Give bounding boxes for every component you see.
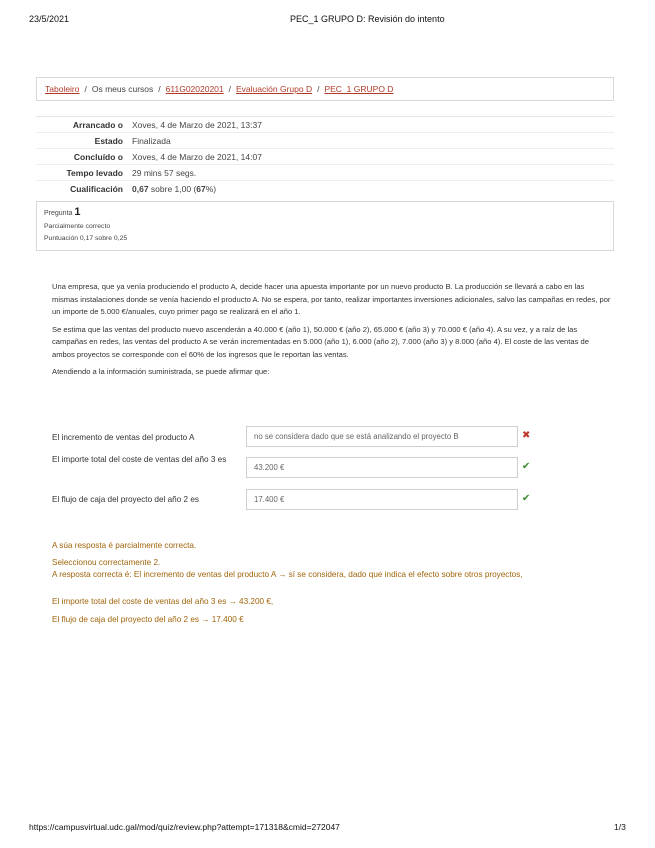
question-number-value: 1 bbox=[74, 206, 81, 218]
summary-row-completed bbox=[36, 148, 614, 164]
breadcrumb-separator: / bbox=[317, 84, 320, 94]
question-paragraph: Se estima que las ventas del producto nuevo ascenderán a 40.000 € (año 1), 50.000 € (año 2), 65.000 € (año 3) y 70.000 € (año 4). A su vez, y a raíz de las campañas en redes, las ventas del producto A se verán incrementadas en 5.000 (año 1), 6.000 (año 2), 7.000 (año 3) y 8.000 (año 4). El coste de las ventas de ambos proyectos se corresponde con el 60% de los ingresos que le reportan las ventas. bbox=[52, 324, 589, 359]
print-footer-page: 1/3 bbox=[614, 822, 626, 832]
question-number bbox=[44, 206, 606, 218]
grade-score: 0,67 bbox=[132, 183, 149, 194]
summary-row-state bbox=[36, 132, 614, 148]
feedback-line-cashflow: El flujo de caja del proyecto del año 2 es → 17.400 € bbox=[52, 615, 244, 624]
summary-row-grade bbox=[36, 180, 614, 196]
question-state: Parcialmente correcto bbox=[44, 223, 111, 230]
grade-percent: 67 bbox=[196, 183, 206, 194]
answer-label-cost-year3: El importe total del coste de ventas del año 3 es bbox=[52, 455, 227, 464]
summary-value: Xoves, 4 de Marzo de 2021, 13:37 bbox=[132, 119, 262, 130]
breadcrumb-separator: / bbox=[158, 84, 161, 94]
answer-label-cashflow-year2: El flujo de caja del proyecto del año 2 es bbox=[52, 495, 200, 504]
breadcrumb-course-link[interactable]: 611G02020201 bbox=[165, 84, 224, 94]
summary-value: 29 mins 57 segs. bbox=[132, 167, 197, 178]
answer-select-cost-year3[interactable]: 43.200 € bbox=[246, 457, 518, 478]
print-title: PEC_1 GRUPO D: Revisión do intento bbox=[290, 14, 445, 24]
breadcrumb-section-link[interactable]: Evaluación Grupo D bbox=[236, 84, 313, 94]
summary-key: Concluído o bbox=[73, 151, 123, 162]
question-text bbox=[52, 281, 612, 384]
question-paragraph: Atendiendo a la información suministrada, se puede afirmar que: bbox=[52, 367, 270, 376]
summary-key: Tempo levado bbox=[66, 167, 123, 178]
breadcrumb-my-courses: Os meus cursos bbox=[91, 84, 154, 94]
feedback-line-cost: El importe total del coste de ventas del año 3 es → 43.200 €, bbox=[52, 597, 274, 606]
question-info-box bbox=[36, 201, 614, 251]
answer-select-cashflow-year2[interactable]: 17.400 € bbox=[246, 489, 518, 510]
correct-icon: ✔ bbox=[522, 461, 531, 472]
summary-key: Cualificación bbox=[70, 183, 123, 194]
summary-key: Arrancado o bbox=[72, 119, 123, 130]
feedback-count: Seleccionou correctamente 2. bbox=[52, 558, 161, 567]
attempt-summary-table bbox=[36, 116, 614, 196]
incorrect-icon: ✖ bbox=[522, 430, 531, 441]
correct-icon: ✔ bbox=[522, 493, 531, 504]
breadcrumb-separator: / bbox=[84, 84, 87, 94]
summary-row-started bbox=[36, 116, 614, 132]
answer-select-sales-increase[interactable]: no se considera dado que se está analizando el proyecto B bbox=[246, 426, 518, 447]
question-points: Puntuación 0,17 sobre 0,25 bbox=[44, 235, 128, 242]
breadcrumb-quiz-link[interactable]: PEC_1 GRUPO D bbox=[324, 84, 394, 94]
breadcrumb-separator: / bbox=[228, 84, 232, 94]
summary-value: Finalizada bbox=[132, 135, 171, 146]
print-footer-url: https://campusvirtual.udc.gal/mod/quiz/review.php?attempt=171318&cmid=272047 bbox=[29, 822, 340, 832]
question-paragraph: Una empresa, que ya venía produciendo el producto A, decide hacer una apuesta importante por un nuevo producto B. La producción se llevará a cabo en las mismas instalaciones donde se venía haciendo el producto A. No se espera, por tanto, realizar importantes inversiones adicionales, salvo las campañas en redes, por un importe de 5.000 €/anuales, cuyo primer pago se realizará en el año 1. bbox=[52, 282, 611, 316]
grade-suffix: %) bbox=[205, 183, 217, 194]
summary-grade-value bbox=[123, 184, 216, 194]
grade-middle: sobre 1,00 ( bbox=[148, 183, 197, 194]
question-label: Pregunta bbox=[44, 210, 73, 217]
summary-value: Xoves, 4 de Marzo de 2021, 14:07 bbox=[132, 151, 262, 162]
print-date: 23/5/2021 bbox=[29, 14, 70, 24]
feedback-right-answer: A resposta correcta é: El incremento de ventas del producto A → sí se considera, dado que indica el efecto sobre otros proyectos, bbox=[52, 570, 523, 579]
answer-label-sales-increase: El incremento de ventas del producto A bbox=[52, 433, 195, 442]
summary-key: Estado bbox=[94, 135, 123, 146]
breadcrumb-dashboard-link[interactable]: Taboleiro bbox=[45, 84, 80, 94]
breadcrumb bbox=[36, 77, 614, 101]
summary-row-time-taken bbox=[36, 164, 614, 180]
feedback-general: A súa resposta é parcialmente correcta. bbox=[52, 541, 197, 550]
